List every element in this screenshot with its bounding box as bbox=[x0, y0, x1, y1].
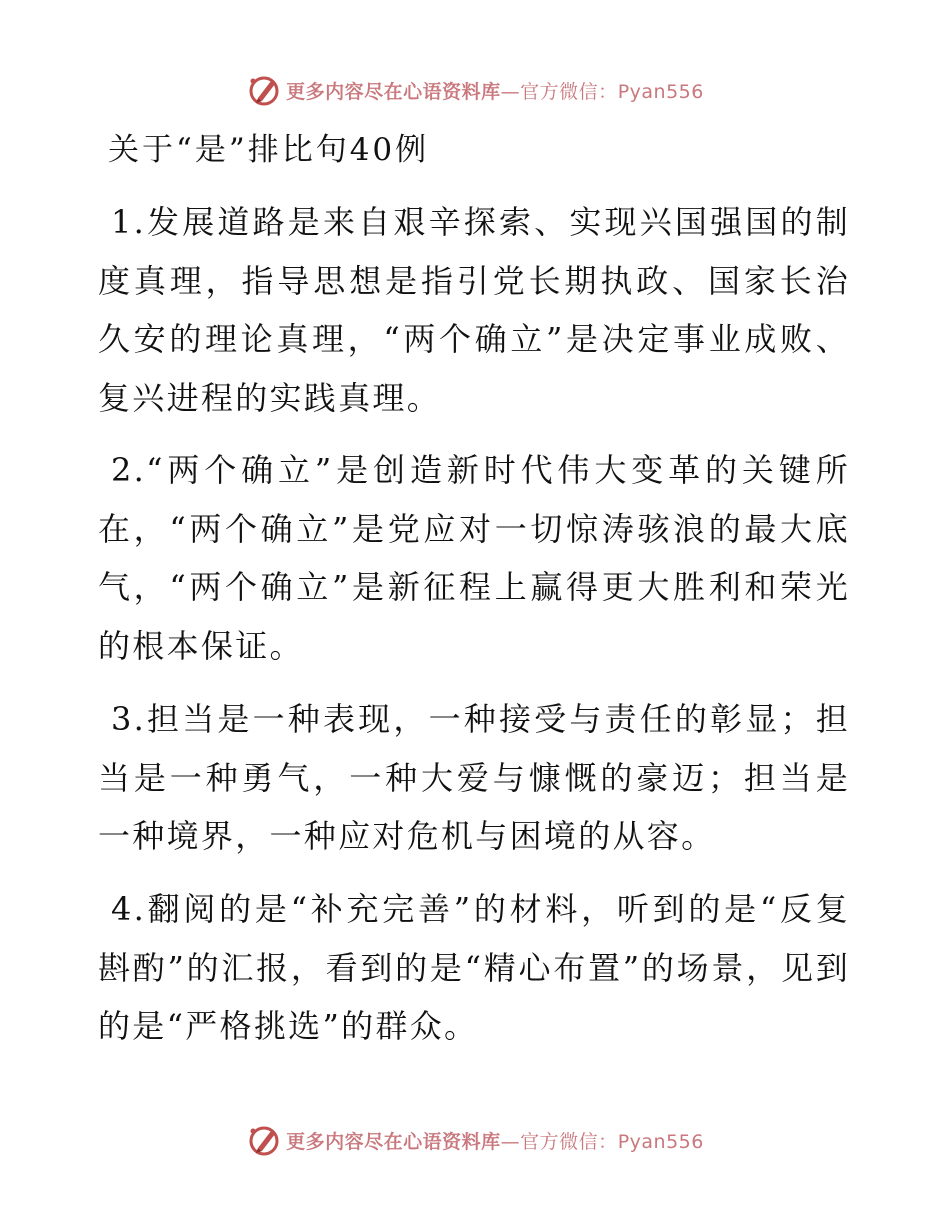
document-title: 关于“是”排比句40例 bbox=[108, 132, 430, 168]
paragraph-1: 1.发展道路是来自艰辛探索、实现兴国强国的制度真理，指导思想是指引党长期执政、国家长治久安的理论真理，“两个确立”是决定事业成败、复兴进程的实践真理。 bbox=[98, 203, 850, 417]
paragraph-4: 4.翻阅的是“补充完善”的材料，听到的是“反复斟酌”的汇报，看到的是“精心布置”的场景，见到的是“严格挑选”的群众。 bbox=[98, 890, 850, 1045]
header-banner-brand: 更多内容尽在心语资料库 bbox=[286, 80, 501, 103]
footer-banner-brand: 更多内容尽在心语资料库 bbox=[286, 1130, 501, 1153]
header-banner bbox=[0, 70, 950, 110]
footer-banner bbox=[0, 1120, 950, 1160]
footer-banner-text bbox=[286, 1127, 704, 1154]
footer-banner-rest: —官方微信： bbox=[500, 1130, 618, 1153]
paragraph-3: 3.担当是一种表现，一种接受与责任的彰显；担当是一种勇气，一种大爱与慷慨的豪迈；担当是一种境界，一种应对危机与困境的从容。 bbox=[98, 700, 850, 855]
header-banner-text bbox=[286, 77, 704, 104]
pen-circle-logo-icon bbox=[246, 72, 282, 108]
header-banner-id: Pyan556 bbox=[617, 80, 704, 103]
paragraph-2: 2.“两个确立”是创造新时代伟大变革的关键所在，“两个确立”是党应对一切惊涛骇浪的最大底气，“两个确立”是新征程上赢得更大胜利和荣光的根本保证。 bbox=[98, 451, 850, 665]
pen-circle-logo-icon bbox=[246, 1122, 282, 1158]
footer-banner-id: Pyan556 bbox=[617, 1130, 704, 1153]
header-banner-rest: —官方微信： bbox=[500, 80, 618, 103]
